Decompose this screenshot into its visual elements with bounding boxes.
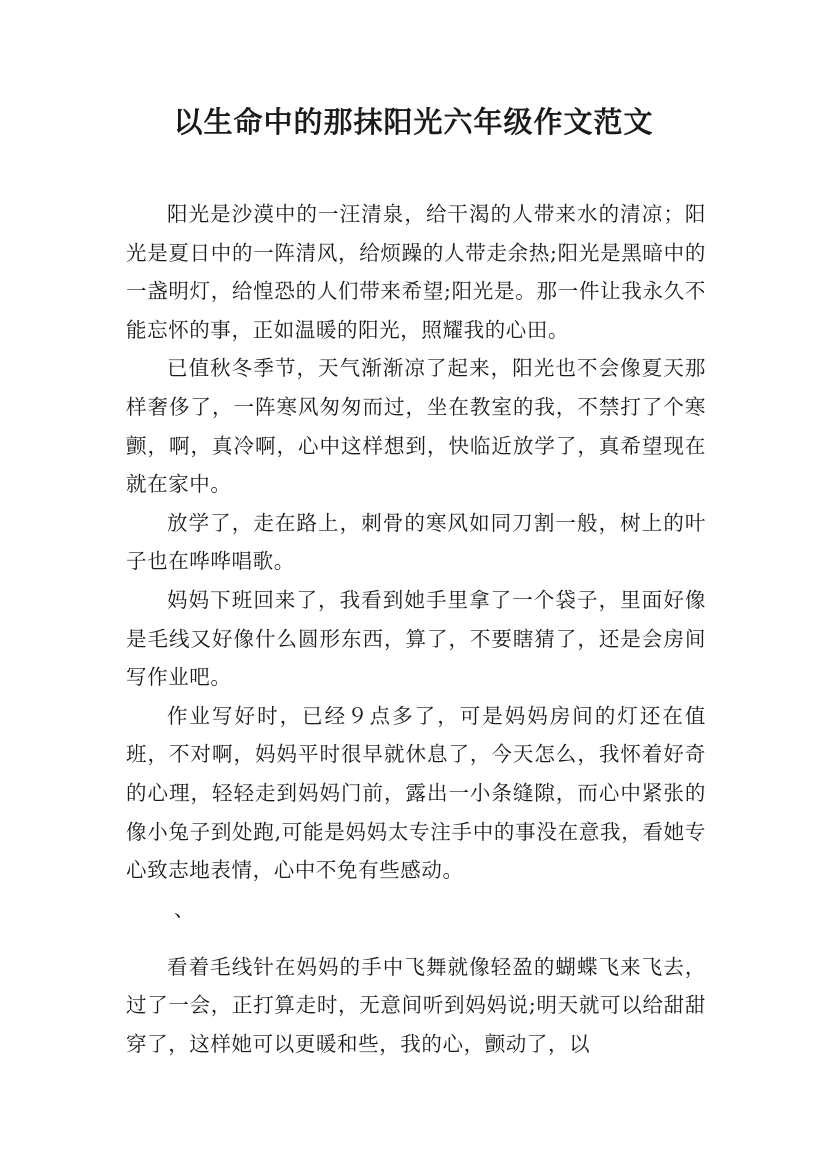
paragraph-5: 作业写好时，已经９点多了，可是妈妈房间的灯还在值班，不对啊，妈妈平时很早就休息了，今天怎么，我怀着好奇的心理，轻轻走到妈妈门前，露出一小条缝隙，而心中紧张的像小兔子到处跑,可能是妈妈太专注手中的事没在意我，看她专心致志地表情，心中不免有些感动。 (126, 703, 706, 883)
paragraph-6: 看着毛线针在妈妈的手中飞舞就像轻盈的蝴蝶飞来飞去，过了一会，正打算走时，无意间听到妈妈说;明天就可以给甜甜穿了，这样她可以更暖和些，我的心，颤动了，以 (126, 954, 706, 1056)
separator-mark: 、 (174, 896, 194, 921)
paragraph-2: 已值秋冬季节，天气渐渐凉了起来，阳光也不会像夏天那样奢侈了，一阵寒风匆匆而过，坐在教室的我，不禁打了个寒颤，啊，真冷啊，心中这样想到，快临近放学了，真希望现在就在家中。 (126, 356, 706, 497)
document-body (126, 195, 706, 1063)
document-title: 以生命中的那抹阳光六年级作文范文 (173, 105, 654, 139)
paragraph-1: 阳光是沙漠中的一汪清泉，给干渴的人带来水的清凉；阳光是夏日中的一阵清风，给烦躁的人带走余热;阳光是黑暗中的一盏明灯，给惶恐的人们带来希望;阳光是。那一件让我永久不能忘怀的事，正如温暖的阳光，照耀我的心田。 (126, 202, 706, 342)
paragraph-3: 放学了，走在路上，刺骨的寒风如同刀割一般，树上的叶子也在哗哗唱歌。 (126, 510, 706, 574)
paragraph-4: 妈妈下班回来了，我看到她手里拿了一个袋子，里面好像是毛线又好像什么圆形东西，算了，不要瞎猜了，还是会房间写作业吧。 (126, 587, 706, 690)
